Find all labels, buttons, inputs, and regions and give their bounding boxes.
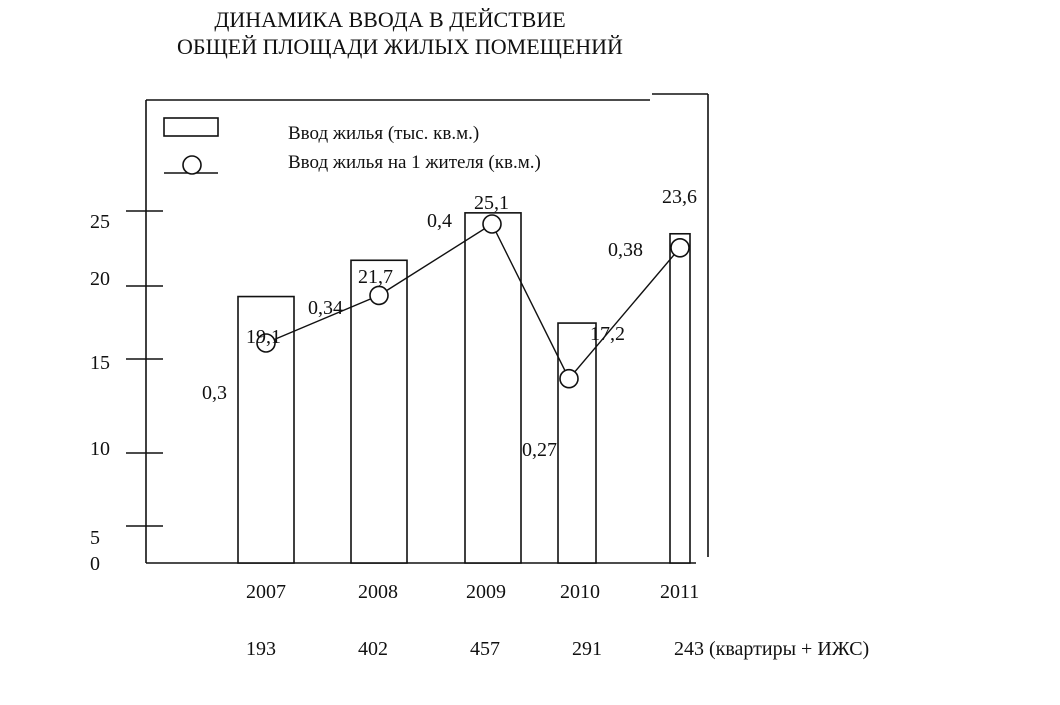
y-tick-label-25: 25 [90, 211, 110, 233]
marker-2008 [370, 286, 388, 304]
bar-2011 [670, 234, 690, 563]
bar-value-2010: 17,2 [590, 323, 625, 345]
pc-value-2009: 0,4 [427, 210, 452, 232]
bar-value-2008: 21,7 [358, 266, 393, 288]
pc-value-2010: 0,27 [522, 439, 557, 461]
pc-value-2011: 0,38 [608, 239, 643, 261]
marker-2011 [671, 239, 689, 257]
legend [164, 118, 541, 174]
legend-bar-label: Ввод жилья (тыс. кв.м.) [288, 123, 480, 144]
x-axis-labels [246, 581, 699, 603]
x-label-2007: 2007 [246, 581, 286, 603]
y-tick-label-15: 15 [90, 352, 110, 374]
y-axis [126, 211, 163, 526]
bar-value-2011: 23,6 [662, 186, 697, 208]
chart-title-line1: ДИНАМИКА ВВОДА В ДЕЙСТВИЕ [214, 7, 566, 32]
count-2011: 243 (квартиры + ИЖС) [674, 638, 870, 660]
y-tick-label-5: 5 [90, 527, 100, 549]
pc-value-2007: 0,3 [202, 382, 227, 404]
bar-value-2007: 19,1 [246, 326, 281, 348]
chart-title-line2: ОБЩЕЙ ПЛОЩАДИ ЖИЛЫХ ПОМЕЩЕНИЙ [177, 34, 623, 59]
marker-2009 [483, 215, 501, 233]
legend-line-label: Ввод жилья на 1 жителя (кв.м.) [288, 152, 541, 173]
legend-marker-swatch [183, 156, 201, 174]
x-label-2009: 2009 [466, 581, 506, 603]
bar-value-2009: 25,1 [474, 192, 509, 214]
bar-2008 [351, 260, 407, 563]
y-tick-label-20: 20 [90, 268, 110, 290]
count-2009: 457 [470, 638, 500, 660]
pc-value-2008: 0,34 [308, 297, 343, 319]
marker-2010 [560, 370, 578, 388]
count-2008: 402 [358, 638, 388, 660]
y-tick-label-0: 0 [90, 553, 100, 575]
count-2007: 193 [246, 638, 276, 660]
x-label-2011: 2011 [660, 581, 700, 603]
y-tick-label-10: 10 [90, 438, 110, 460]
count-2010: 291 [572, 638, 602, 660]
x-label-2008: 2008 [358, 581, 398, 603]
bars [238, 213, 690, 563]
counts-row [246, 638, 869, 660]
y-tick-labels [90, 211, 110, 575]
bar-2010 [558, 323, 596, 563]
x-label-2010: 2010 [560, 581, 600, 603]
legend-bar-swatch [164, 118, 218, 136]
